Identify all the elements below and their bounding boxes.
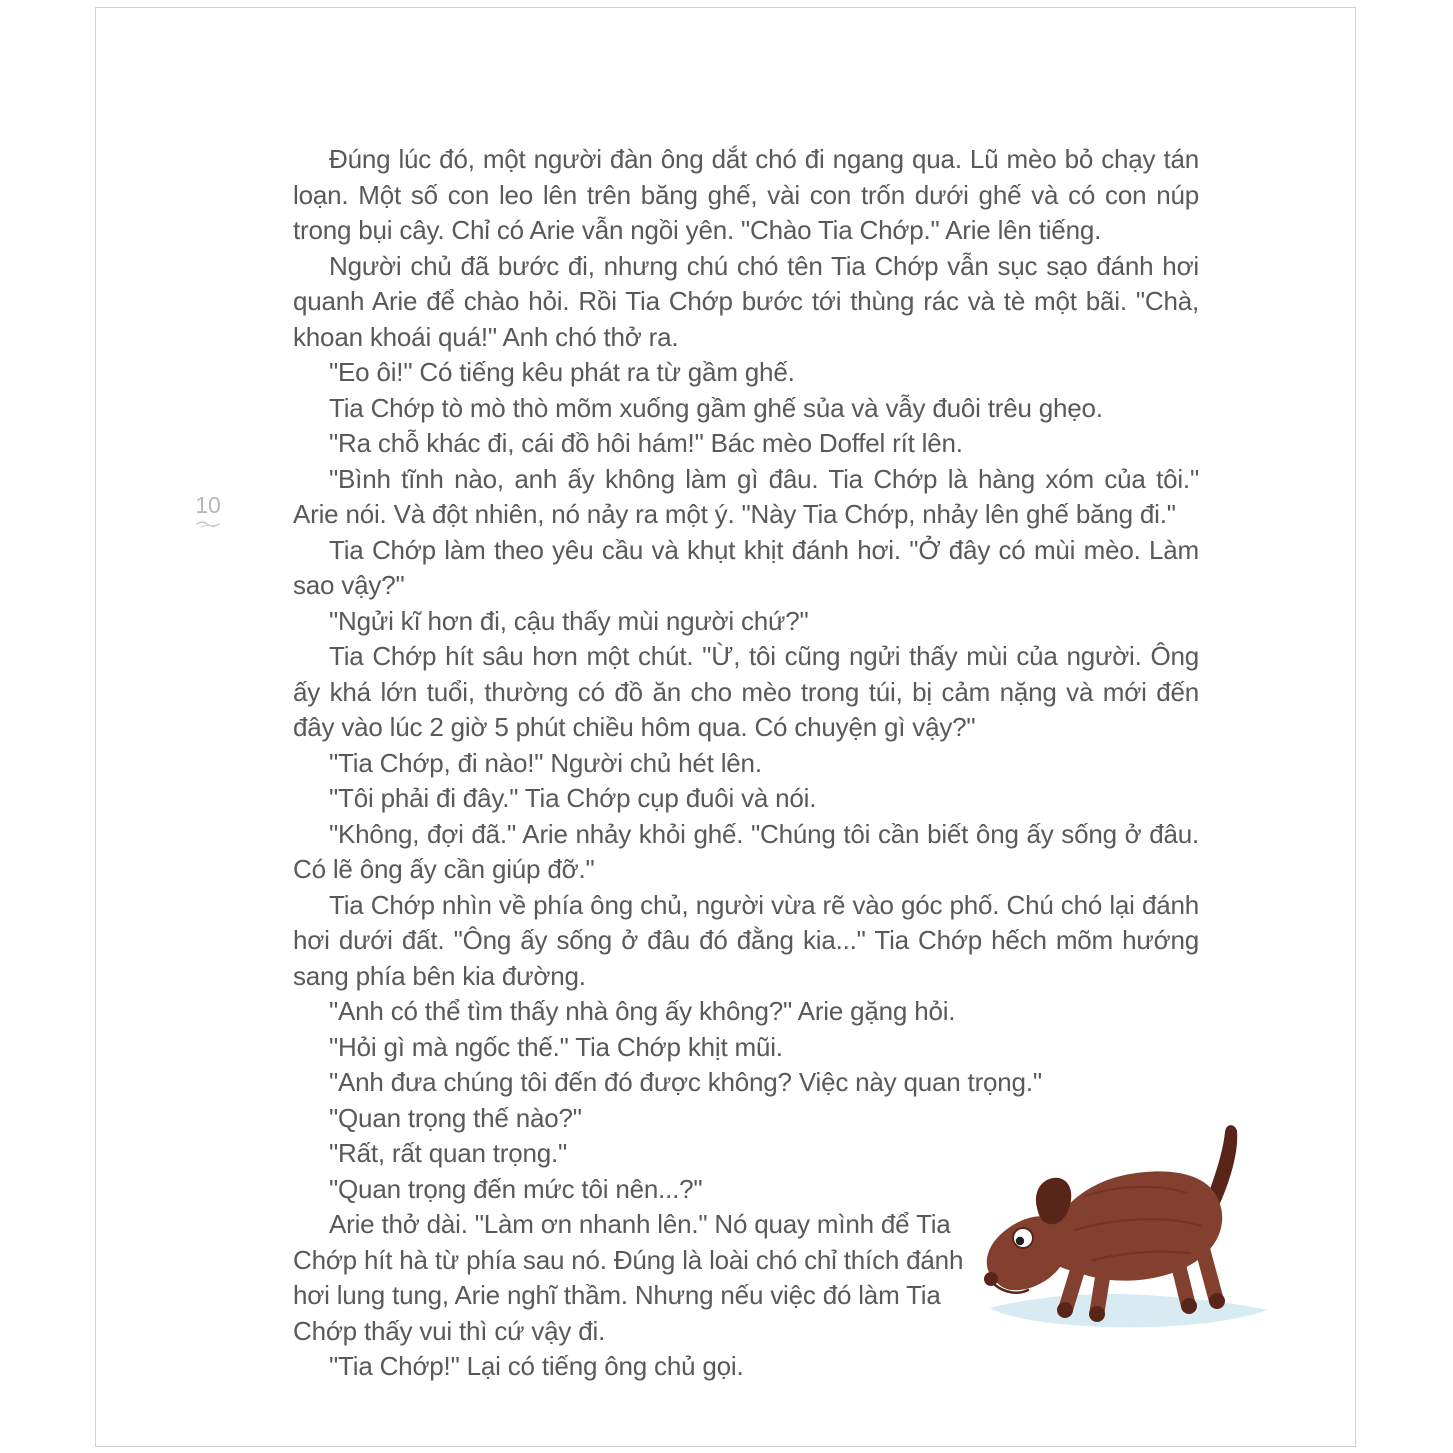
paragraph: "Rất, rất quan trọng." [329,1138,568,1168]
paragraph: "Tia Chớp, đi nào!" Người chủ hét lên. [329,747,762,778]
paragraph: "Quan trọng đến mức tôi nên...?" [329,1173,703,1204]
paragraph: "Quan trọng thế nào?" [329,1102,582,1133]
page-number-block [185,492,231,529]
paragraph: "Eo ôi!" Có tiếng kêu phát ra từ gầm ghế. [329,357,795,387]
paragraph: Tia Chớp làm theo yêu cầu và khụt khịt đánh hơi. "Ở đây có mùi mèo. Làm sao vậy?" [293,534,1199,600]
dog-shadow [990,1294,1267,1327]
dog-nose [984,1272,998,1286]
page-number-ornament-icon [195,519,221,529]
page-number: 10 [195,492,221,518]
paragraph: Đúng lúc đó, một người đàn ông dắt chó đi ngang qua. Lũ mèo bỏ chạy tán loạn. Một số con leo lên trên băng ghế, vài con trốn dưới ghế và có con núp trong bụi cây. Chỉ có Arie vẫn ngồi yên. "Chào Tia Chớp." Arie lên tiếng. [293,144,1199,245]
dog-head [987,1216,1068,1290]
dog-illustration [975,1100,1285,1340]
paragraph: "Anh đưa chúng tôi đến đó được không? Việc này quan trọng." [329,1067,1042,1097]
paragraph: Tia Chớp tò mò thò mõm xuống gầm ghế sủa và vẫy đuôi trêu ghẹo. [329,392,1103,423]
paragraph: "Hỏi gì mà ngốc thế." Tia Chớp khịt mũi. [329,1031,783,1062]
paragraph: "Tôi phải đi đây." Tia Chớp cụp đuôi và nói. [329,783,817,813]
paragraph: "Bình tĩnh nào, anh ấy không làm gì đâu. Tia Chớp là hàng xóm của tôi." Arie nói. Và đột nhiên, nó nảy ra một ý. "Này Tia Chớp, nhảy lên ghế băng đi." [293,463,1199,529]
paragraph: Tia Chớp hít sâu hơn một chút. "Ừ, tôi cũng ngửi thấy mùi của người. Ông ấy khá lớn tuổi, thường có đồ ăn cho mèo trong túi, bị cảm nặng và mới đến đây vào lúc 2 giờ 5 phút chiều hôm qua. Có chuyện gì vậy?" [293,641,1199,742]
paragraph: "Ra chỗ khác đi, cái đồ hôi hám!" Bác mèo Doffel rít lên. [329,428,963,458]
dog-eye [1013,1228,1033,1248]
paragraph: "Tia Chớp!" Lại có tiếng ông chủ gọi. [329,1351,744,1381]
paragraph: Tia Chớp nhìn về phía ông chủ, người vừa rẽ vào góc phố. Chú chó lại đánh hơi dưới đất. "Ông ấy sống ở đâu đó đằng kia..." Tia Chớp hếch mõm hướng sang phía bên kia đường. [293,889,1199,991]
paragraph: Arie thở dài. "Làm ơn nhanh lên." Nó quay mình để Tia Chớp hít hà từ phía sau nó. Đúng là loài chó chỉ thích đánh hơi lung tung, Arie nghĩ thầm. Nhưng nếu việc đó làm Tia Chớp thấy vui thì cứ vậy đi. [293,1209,964,1346]
paragraph: "Không, đợi đã." Arie nhảy khỏi ghế. "Chúng tôi cần biết ông ấy sống ở đâu. Có lẽ ông ấy cần giúp đỡ." [293,818,1199,884]
paragraph: "Anh có thể tìm thấy nhà ông ấy không?" Arie gặng hỏi. [329,996,956,1026]
paragraph: "Ngửi kĩ hơn đi, cậu thấy mùi người chứ?" [329,605,809,636]
dog-pupil [1016,1237,1024,1245]
paragraph: Người chủ đã bước đi, nhưng chú chó tên Tia Chớp vẫn sục sạo đánh hơi quanh Arie để chào hỏi. Rồi Tia Chớp bước tới thùng rác và tè một bãi. "Chà, khoan khoái quá!" Anh chó thở ra. [293,250,1199,352]
